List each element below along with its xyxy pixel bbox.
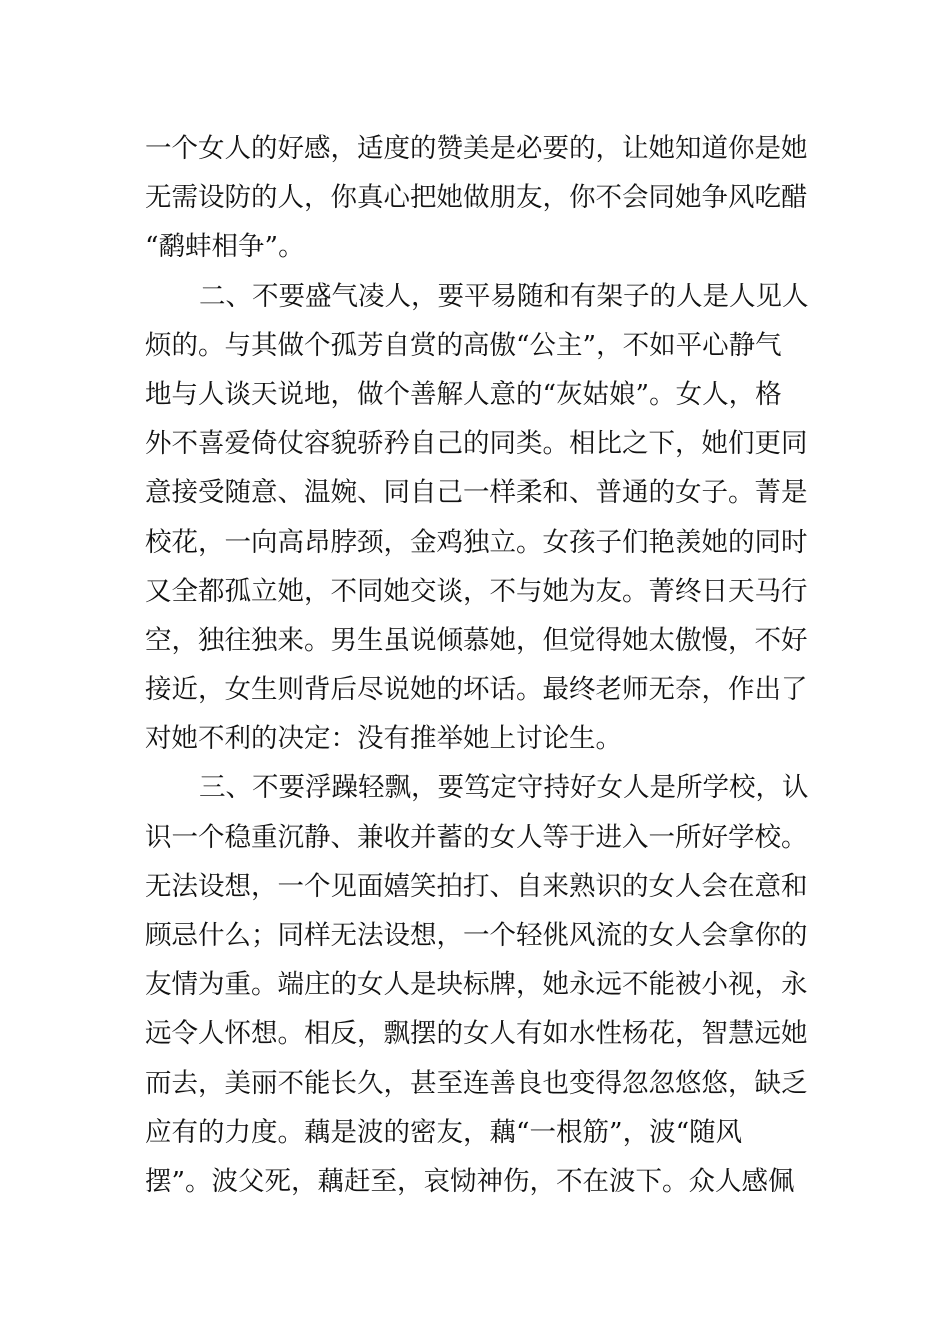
text-line: 地与人谈天说地，做个善解人意的“灰姑娘”。女人，格 — [145, 378, 782, 410]
paragraph-start-line: 三、不要浮躁轻飘，要笃定守持好女人是所学校，认 — [199, 772, 809, 804]
text-line: 应有的力度。藕是波的密友，藕“一根筋”，波“随风 — [145, 1116, 743, 1148]
text-line: 外不喜爱倚仗容貌骄矜自己的同类。相比之下，她们更同 — [145, 428, 808, 460]
text-line: 友情为重。端庄的女人是块标牌，她永远不能被小视，永 — [145, 969, 808, 1001]
text-line: 接近，女生则背后尽说她的坏话。最终老师无奈，作出了 — [145, 674, 808, 706]
text-line: 意接受随意、温婉、同自己一样柔和、普通的女子。菁是 — [145, 477, 808, 509]
paragraph-start-line: 二、不要盛气凌人，要平易随和有架子的人是人见人 — [199, 280, 809, 312]
text-line: 远令人怀想。相反，飘摆的女人有如水性杨花，智慧远她 — [145, 1018, 808, 1050]
text-line: 空，独往独来。男生虽说倾慕她，但觉得她太傲慢，不好 — [145, 624, 808, 656]
text-line: 无需设防的人，你真心把她做朋友，你不会同她争风吃醋 — [145, 182, 808, 214]
text-line: 校花，一向高昂脖颈，金鸡独立。女孩子们艳羡她的同时 — [145, 526, 808, 558]
text-line: 摆”。波父死，藕赶至，哀恸神伤，不在波下。众人感佩 — [145, 1165, 795, 1197]
text-line: 一个女人的好感，适度的赞美是必要的，让她知道你是她 — [145, 133, 808, 164]
body-text — [145, 124, 810, 1206]
text-line: 又全都孤立她，不同她交谈，不与她为友。菁终日天马行 — [145, 575, 808, 607]
text-line: 而去，美丽不能长久，甚至连善良也变得忽忽悠悠，缺乏 — [145, 1067, 808, 1099]
text-line: 烦的。与其做个孤芳自赏的高傲“公主”，不如平心静气 — [145, 329, 782, 361]
text-line: “鹬蚌相争”。 — [145, 231, 305, 263]
text-line: 无法设想，一个见面嬉笑拍打、自来熟识的女人会在意和 — [145, 870, 808, 902]
text-line: 识一个稳重沉静、兼收并蓄的女人等于进入一所好学校。 — [145, 821, 808, 853]
text-line: 对她不利的决定：没有推举她上讨论生。 — [145, 723, 622, 755]
text-line: 顾忌什么；同样无法设想，一个轻佻风流的女人会拿你的 — [145, 920, 808, 951]
